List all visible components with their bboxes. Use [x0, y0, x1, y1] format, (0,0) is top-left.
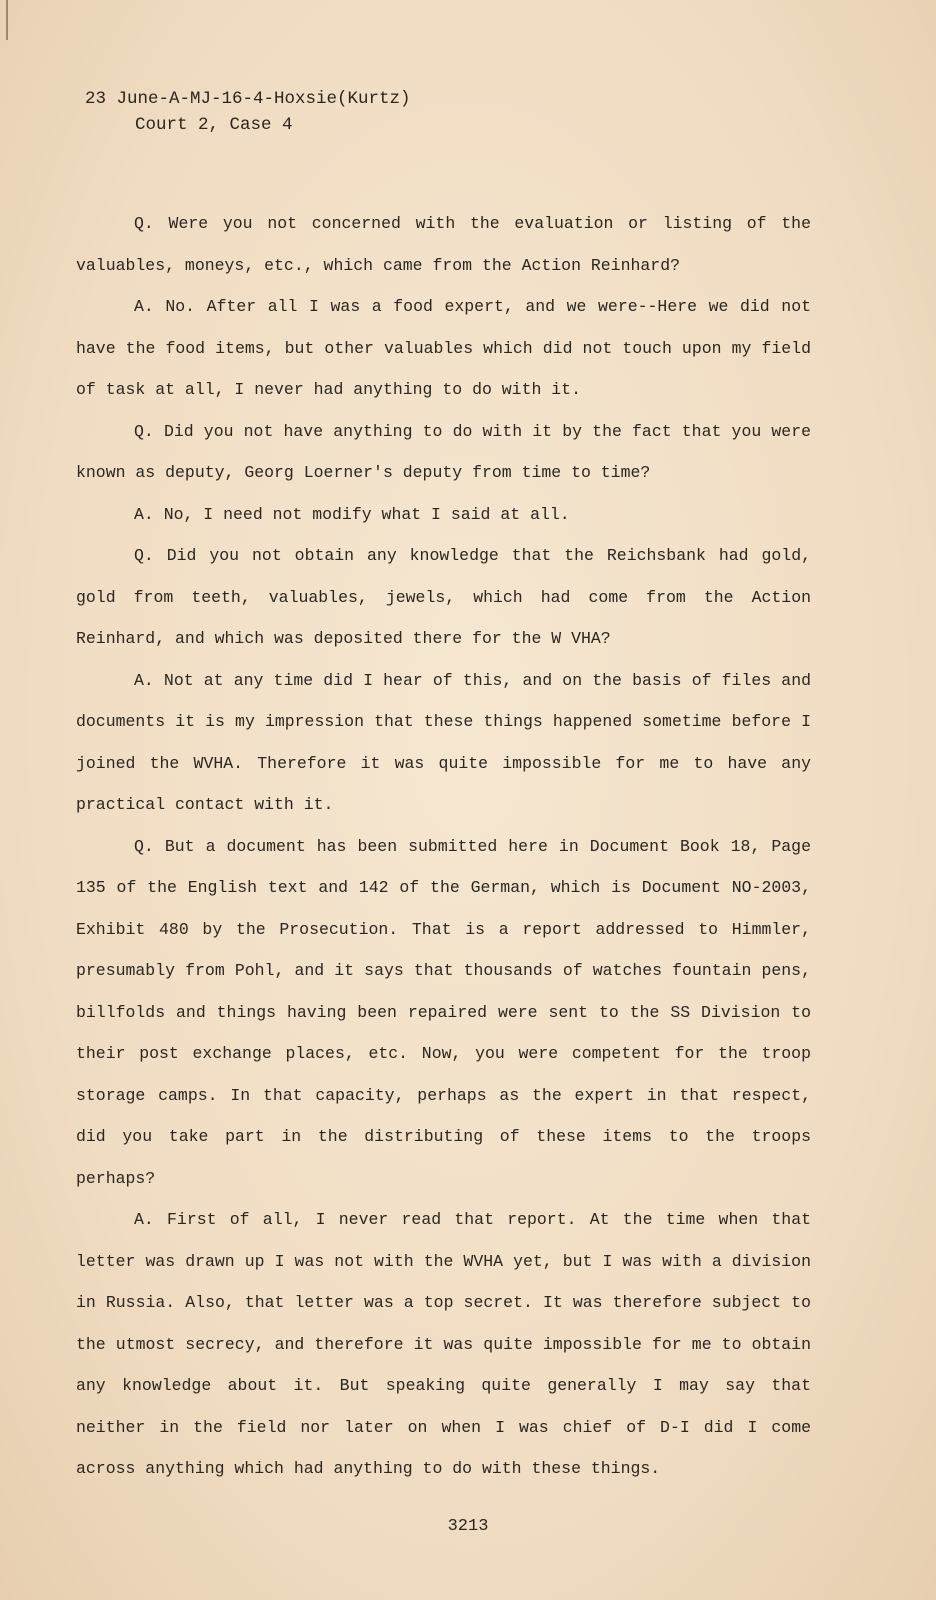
question-paragraph: Q. Were you not concerned with the evaluation or listing of the valuables, moneys, etc., which came from the Action Reinhard? — [76, 214, 811, 275]
answer-paragraph: A. Not at any time did I hear of this, and on the basis of files and documents it is my impression that these things happened sometime before I joined the WVHA. Therefore it was quite impossible for me to have any practical contact with it. — [76, 670, 811, 814]
document-header — [85, 86, 411, 138]
page-edge-mark — [6, 0, 8, 40]
answer-paragraph: A. No, I need not modify what I said at all. — [134, 504, 570, 524]
answer-paragraph: A. First of all, I never read that report. At the time when that letter was drawn up I was not with the WVHA yet, but I was with a division in Russia. Also, that letter was a top secret. It was therefore subject to the utmost secrecy, and therefore it was quite impossible for me to obtain any knowledge about it. But speaking quite generally I may say that neither in the field nor later on when I was chief of D-I did I come across anything which had anything to do with these things. — [76, 1210, 811, 1478]
header-reference: 23 June-A-MJ-16-4-Hoxsie(Kurtz) — [85, 89, 411, 109]
question-paragraph: Q. But a document has been submitted here in Document Book 18, Page 135 of the English text and 142 of the German, which is Document NO-2003, Exhibit 480 by the Prosecution. That is a report addressed to Himmler, presumably from Pohl, and it says that thousands of watches fountain pens, billfolds and things having been repaired were sent to the SS Division to their post exchange places, etc. Now, you were competent for the troop storage camps. In that capacity, perhaps as the expert in that respect, did you take part in the distributing of these items to the troops perhaps? — [76, 836, 811, 1188]
question-paragraph: Q. Did you not obtain any knowledge that the Reichsbank had gold, gold from teeth, valuables, jewels, which had come from the Action Reinhard, and which was deposited there for the W VHA? — [76, 546, 811, 648]
transcript-body — [76, 203, 811, 1490]
page-number: 3213 — [447, 1517, 489, 1536]
answer-paragraph: A. No. After all I was a food expert, and we were--Here we did not have the food items, but other valuables which did not touch upon my field of task at all, I never had anything to do with it. — [76, 297, 811, 399]
question-paragraph: Q. Did you not have anything to do with it by the fact that you were known as deputy, Georg Loerner's deputy from time to time? — [76, 421, 811, 482]
header-court-case: Court 2, Case 4 — [135, 115, 293, 135]
